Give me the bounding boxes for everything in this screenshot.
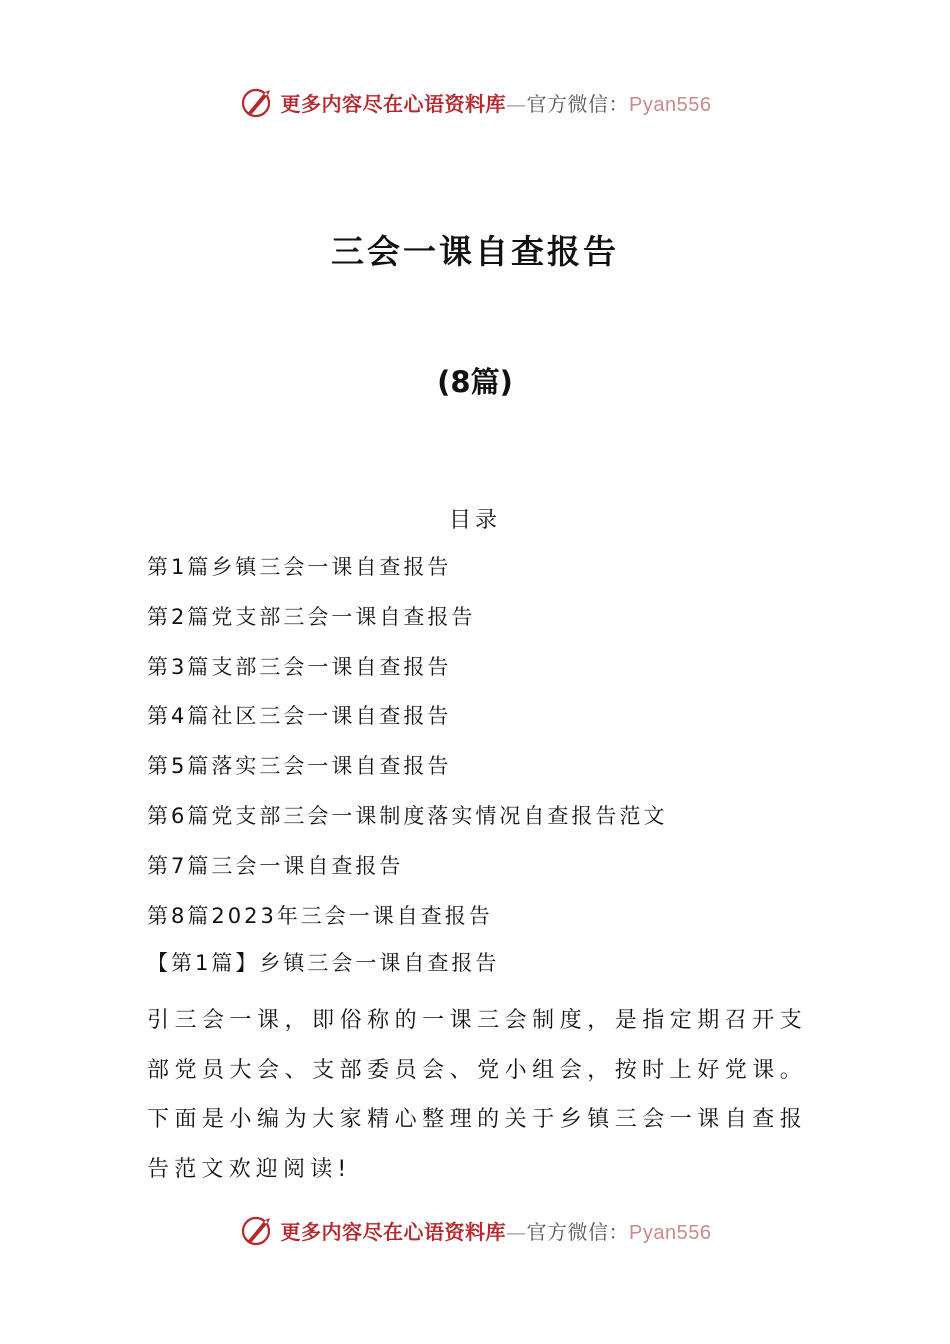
watermark-site: 更多内容尽在心语资料库 bbox=[280, 91, 507, 116]
document-subtitle: (8篇) bbox=[437, 365, 513, 399]
toc-heading: 目录 bbox=[448, 508, 501, 533]
watermark-wechat-label: 官方微信： bbox=[526, 91, 630, 116]
watermark-dash: — bbox=[506, 91, 527, 116]
watermark-text bbox=[281, 1216, 712, 1245]
pen-nib-logo-icon bbox=[239, 84, 275, 120]
watermark-dash: — bbox=[506, 1219, 527, 1244]
watermark-banner-top bbox=[0, 84, 950, 120]
toc-item: 第5篇落实三会一课自查报告 bbox=[147, 754, 452, 779]
watermark-banner-bottom bbox=[0, 1212, 950, 1248]
toc-item: 第4篇社区三会一课自查报告 bbox=[147, 704, 452, 729]
watermark-wechat-id: Pyan556 bbox=[629, 1221, 712, 1244]
toc-item: 第1篇乡镇三会一课自查报告 bbox=[147, 555, 452, 579]
watermark-text bbox=[281, 88, 712, 117]
watermark-wechat-label: 官方微信： bbox=[526, 1219, 630, 1244]
toc-item: 第8篇2023年三会一课自查报告 bbox=[147, 903, 493, 928]
pen-nib-logo-icon bbox=[239, 1212, 275, 1248]
toc-item: 第3篇支部三会一课自查报告 bbox=[147, 654, 452, 679]
toc-item: 第6篇党支部三会一课制度落实情况自查报告范文 bbox=[147, 803, 668, 828]
toc-item: 第2篇党支部三会一课自查报告 bbox=[147, 604, 476, 629]
intro-paragraph: 引三会一课，即俗称的一课三会制度，是指定期召开支部党员大会、支部委员会、党小组会，按时上好党课。下面是小编为大家精心整理的关于乡镇三会一课自查报告范文欢迎阅读! bbox=[147, 1008, 807, 1182]
section-heading: 【第1篇】乡镇三会一课自查报告 bbox=[147, 951, 500, 975]
document-title: 三会一课自查报告 bbox=[331, 232, 619, 271]
watermark-wechat-id: Pyan556 bbox=[629, 93, 712, 116]
table-of-contents bbox=[147, 548, 667, 946]
watermark-site: 更多内容尽在心语资料库 bbox=[280, 1219, 507, 1244]
toc-item: 第7篇三会一课自查报告 bbox=[147, 853, 404, 878]
